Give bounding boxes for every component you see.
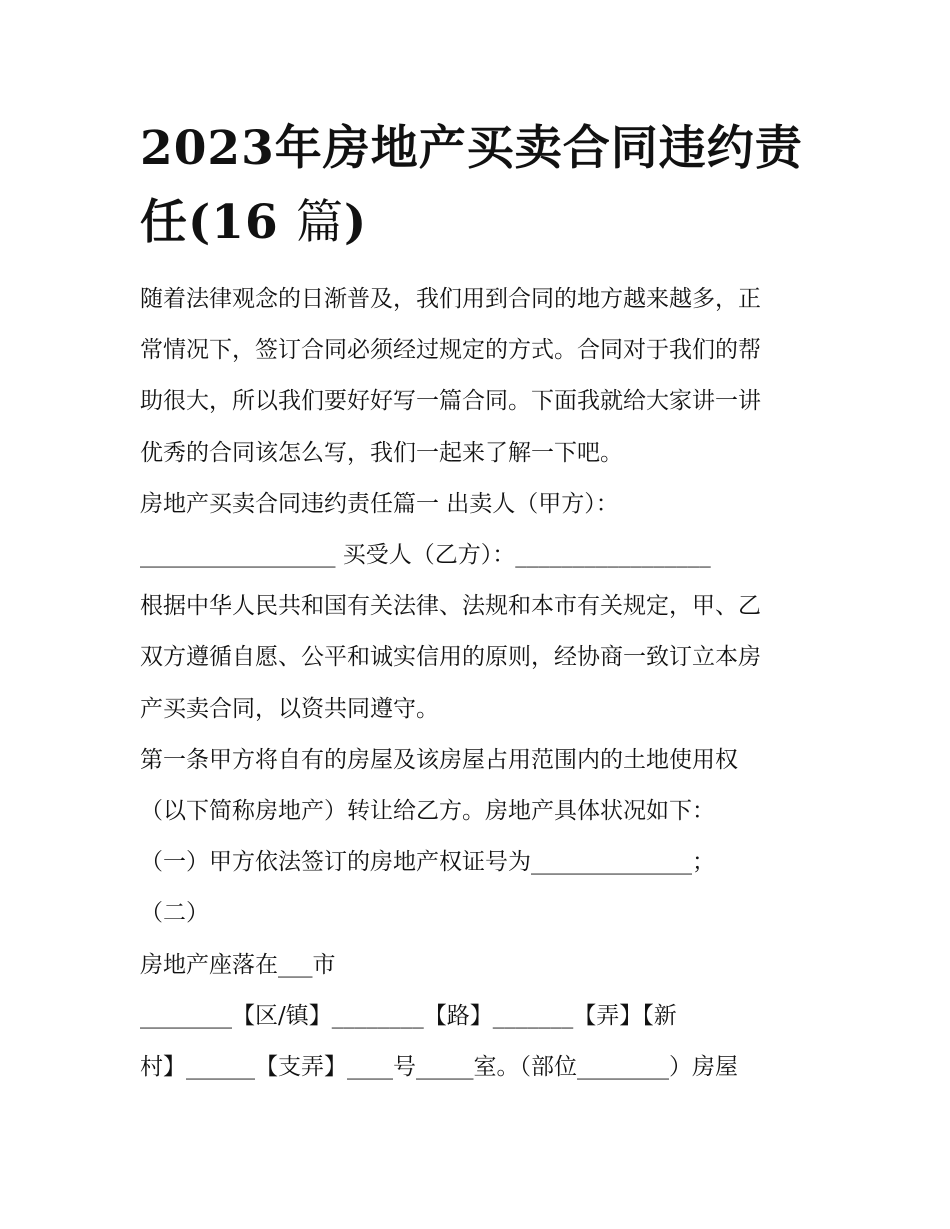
text-line: 根据中华人民共和国有关法律、法规和本市有关规定，甲、乙 (140, 593, 761, 620)
location-paragraph (140, 940, 816, 991)
text-line: 房地产买卖合同违约责任篇一 出卖人（甲方）： (140, 490, 619, 517)
text-line: 产买卖合同，以资共同遵守。 (140, 695, 439, 722)
text-line: 随着法律观念的日渐普及，我们用到合同的地方越来越多，正 (140, 286, 761, 312)
text-line: 双方遵循自愿、公平和诚实信用的原则，经协商一致订立本房 (140, 644, 761, 671)
title-line-2-suffix: ) (344, 195, 368, 250)
address-paragraph (140, 991, 816, 1093)
clause-two-paragraph (140, 888, 816, 939)
document-title (140, 112, 820, 260)
text-line: _________________ 买受人（乙方）：_________________ (140, 542, 711, 569)
text-line: （二） (140, 900, 209, 927)
buyer-line (140, 530, 816, 581)
title-line-2 (140, 186, 820, 260)
title-line-1: 2023年房地产买卖合同违约责 (140, 121, 803, 176)
section-heading (140, 479, 816, 530)
clause-one-paragraph (140, 837, 816, 888)
text-line: （一）甲方依法签订的房地产权证号为______________； (140, 849, 715, 876)
text-line: 优秀的合同该怎么写，我们一起来了解一下吧。 (140, 439, 623, 466)
document-body (140, 274, 816, 1093)
title-line-2-prefix: 任(16 (140, 195, 279, 250)
text-line: 常情况下，签订合同必须经过规定的方式。合同对于我们的帮 (140, 337, 761, 364)
article-one-paragraph (140, 735, 816, 837)
text-line: 房地产座落在___市 (140, 951, 336, 978)
text-line: （以下简称房地产）转让给乙方。房地产具体状况如下： (140, 798, 715, 825)
preamble-paragraph (140, 581, 816, 735)
title-line-2-mid: 篇 (296, 195, 345, 250)
text-line: ________【区/镇】________【路】_______【弄】【新 (140, 1002, 677, 1029)
text-line: 助很大，所以我们要好好写一篇合同。下面我就给大家讲一讲 (140, 388, 761, 415)
text-line: 村】______【支弄】____号_____室。（部位________）房屋 (140, 1054, 738, 1081)
intro-paragraph (140, 274, 816, 479)
text-line: 第一条甲方将自有的房屋及该房屋占用范围内的土地使用权 (140, 746, 738, 773)
